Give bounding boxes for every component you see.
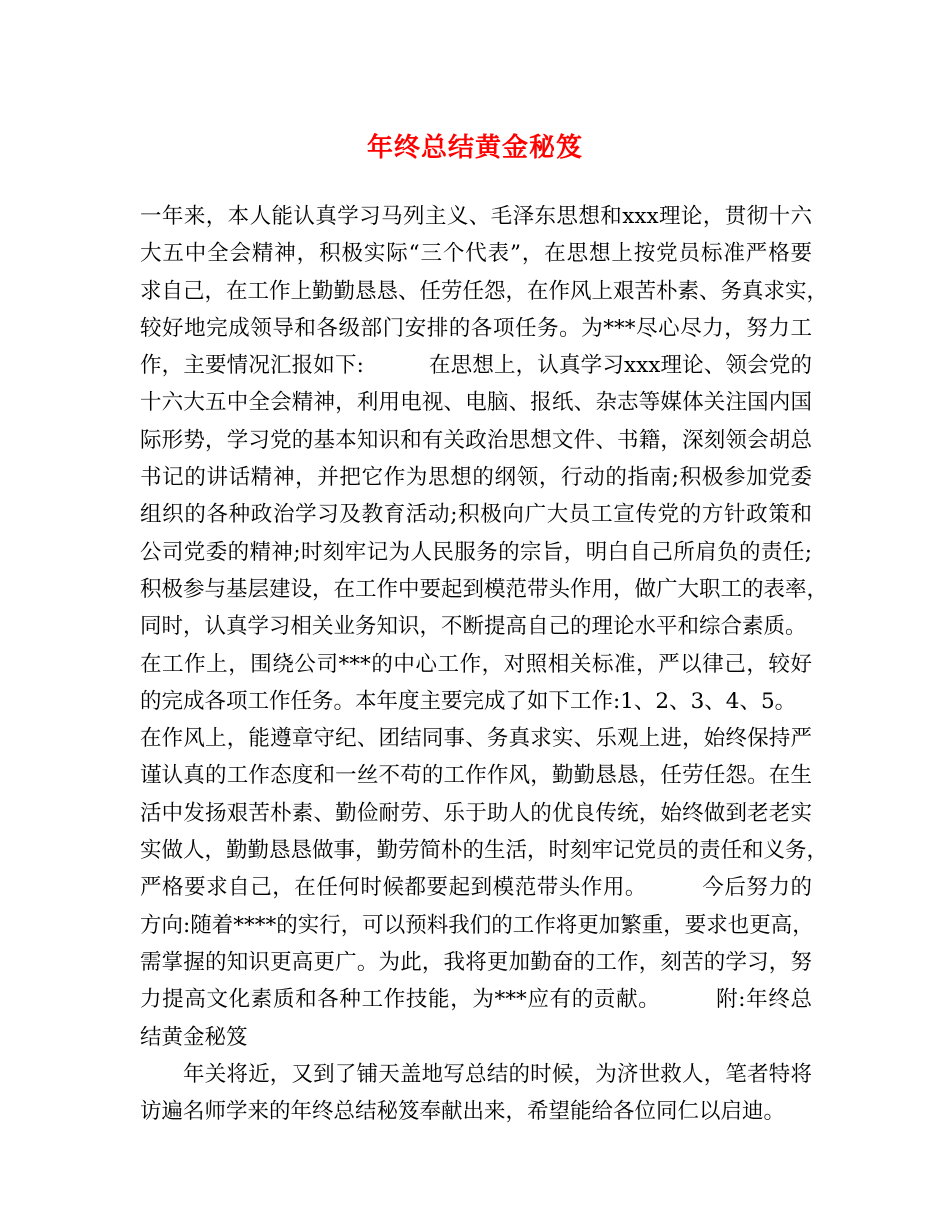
body-line: 大五中全会精神，积极实际“三个代表”，在思想上按党员标准严格要 <box>140 241 812 267</box>
document-body <box>140 198 829 1130</box>
document-title: 年终总结黄金秘笈 <box>366 133 583 163</box>
body-line: 需掌握的知识更高更广。为此，我将更加勤奋的工作，刻苦的学习，努 <box>140 949 812 975</box>
body-line: 访遍名师学来的年终总结秘笈奉献出来，希望能给各位同仁以启迪。 <box>140 1099 786 1125</box>
body-line: 力提高文化素质和各种工作技能，为***应有的贡献。 附:年终总 <box>140 987 812 1013</box>
body-line: 在作风上，能遵章守纪、团结同事、务真求实、乐观上进，始终保持严 <box>140 726 812 752</box>
body-line: 同时，认真学习相关业务知识，不断提高自己的理论水平和综合素质。 <box>140 614 807 640</box>
body-line: 一年来，本人能认真学习马列主义、毛泽东思想和xxx理论，贯彻十六 <box>140 204 812 229</box>
body-line: 在工作上，围绕公司***的中心工作，对照相关标准，严以律己，较好 <box>140 651 812 677</box>
body-line: 作，主要情况汇报如下: 在思想上，认真学习xxx理论、领会党的 <box>140 353 812 379</box>
body-line: 际形势，学习党的基本知识和有关政治思想文件、书籍，深刻领会胡总 <box>140 427 812 453</box>
body-line: 谨认真的工作态度和一丝不苟的工作作风，勤勤恳恳，任劳任怨。在生 <box>140 763 812 789</box>
body-line: 年关将近，又到了铺天盖地写总结的时候，为济世救人，笔者特将 <box>183 1061 812 1087</box>
body-line: 求自己，在工作上勤勤恳恳、任劳任怨，在作风上艰苦朴素、务真求实， <box>140 278 829 304</box>
body-line: 严格要求自己，在任何时候都要起到模范带头作用。 今后努力的 <box>140 875 812 901</box>
body-line: 实做人，勤勤恳恳做事，勤劳简朴的生活，时刻牢记党员的责任和义务， <box>140 838 829 864</box>
body-line: 较好地完成领导和各级部门安排的各项任务。为***尽心尽力，努力工 <box>140 315 812 341</box>
body-line: 方向:随着****的实行，可以预料我们的工作将更加繁重，要求也更高， <box>140 912 814 938</box>
body-line: 活中发扬艰苦朴素、勤俭耐劳、乐于助人的优良传统，始终做到老老实 <box>140 800 812 826</box>
body-line: 公司党委的精神;时刻牢记为人民服务的宗旨，明白自己所肩负的责任; <box>140 539 812 565</box>
body-line: 结黄金秘笈 <box>140 1024 248 1050</box>
body-line: 积极参与基层建设，在工作中要起到模范带头作用，做广大职工的表率， <box>140 576 829 602</box>
body-line: 的完成各项工作任务。本年度主要完成了如下工作:1、2、3、4、5。 <box>140 688 797 714</box>
body-line: 书记的讲话精神，并把它作为思想的纲领，行动的指南;积极参加党委 <box>140 465 812 491</box>
body-line: 十六大五中全会精神，利用电视、电脑、报纸、杂志等媒体关注国内国 <box>140 390 812 416</box>
body-line: 组织的各种政治学习及教育活动;积极向广大员工宣传党的方针政策和 <box>140 502 812 528</box>
